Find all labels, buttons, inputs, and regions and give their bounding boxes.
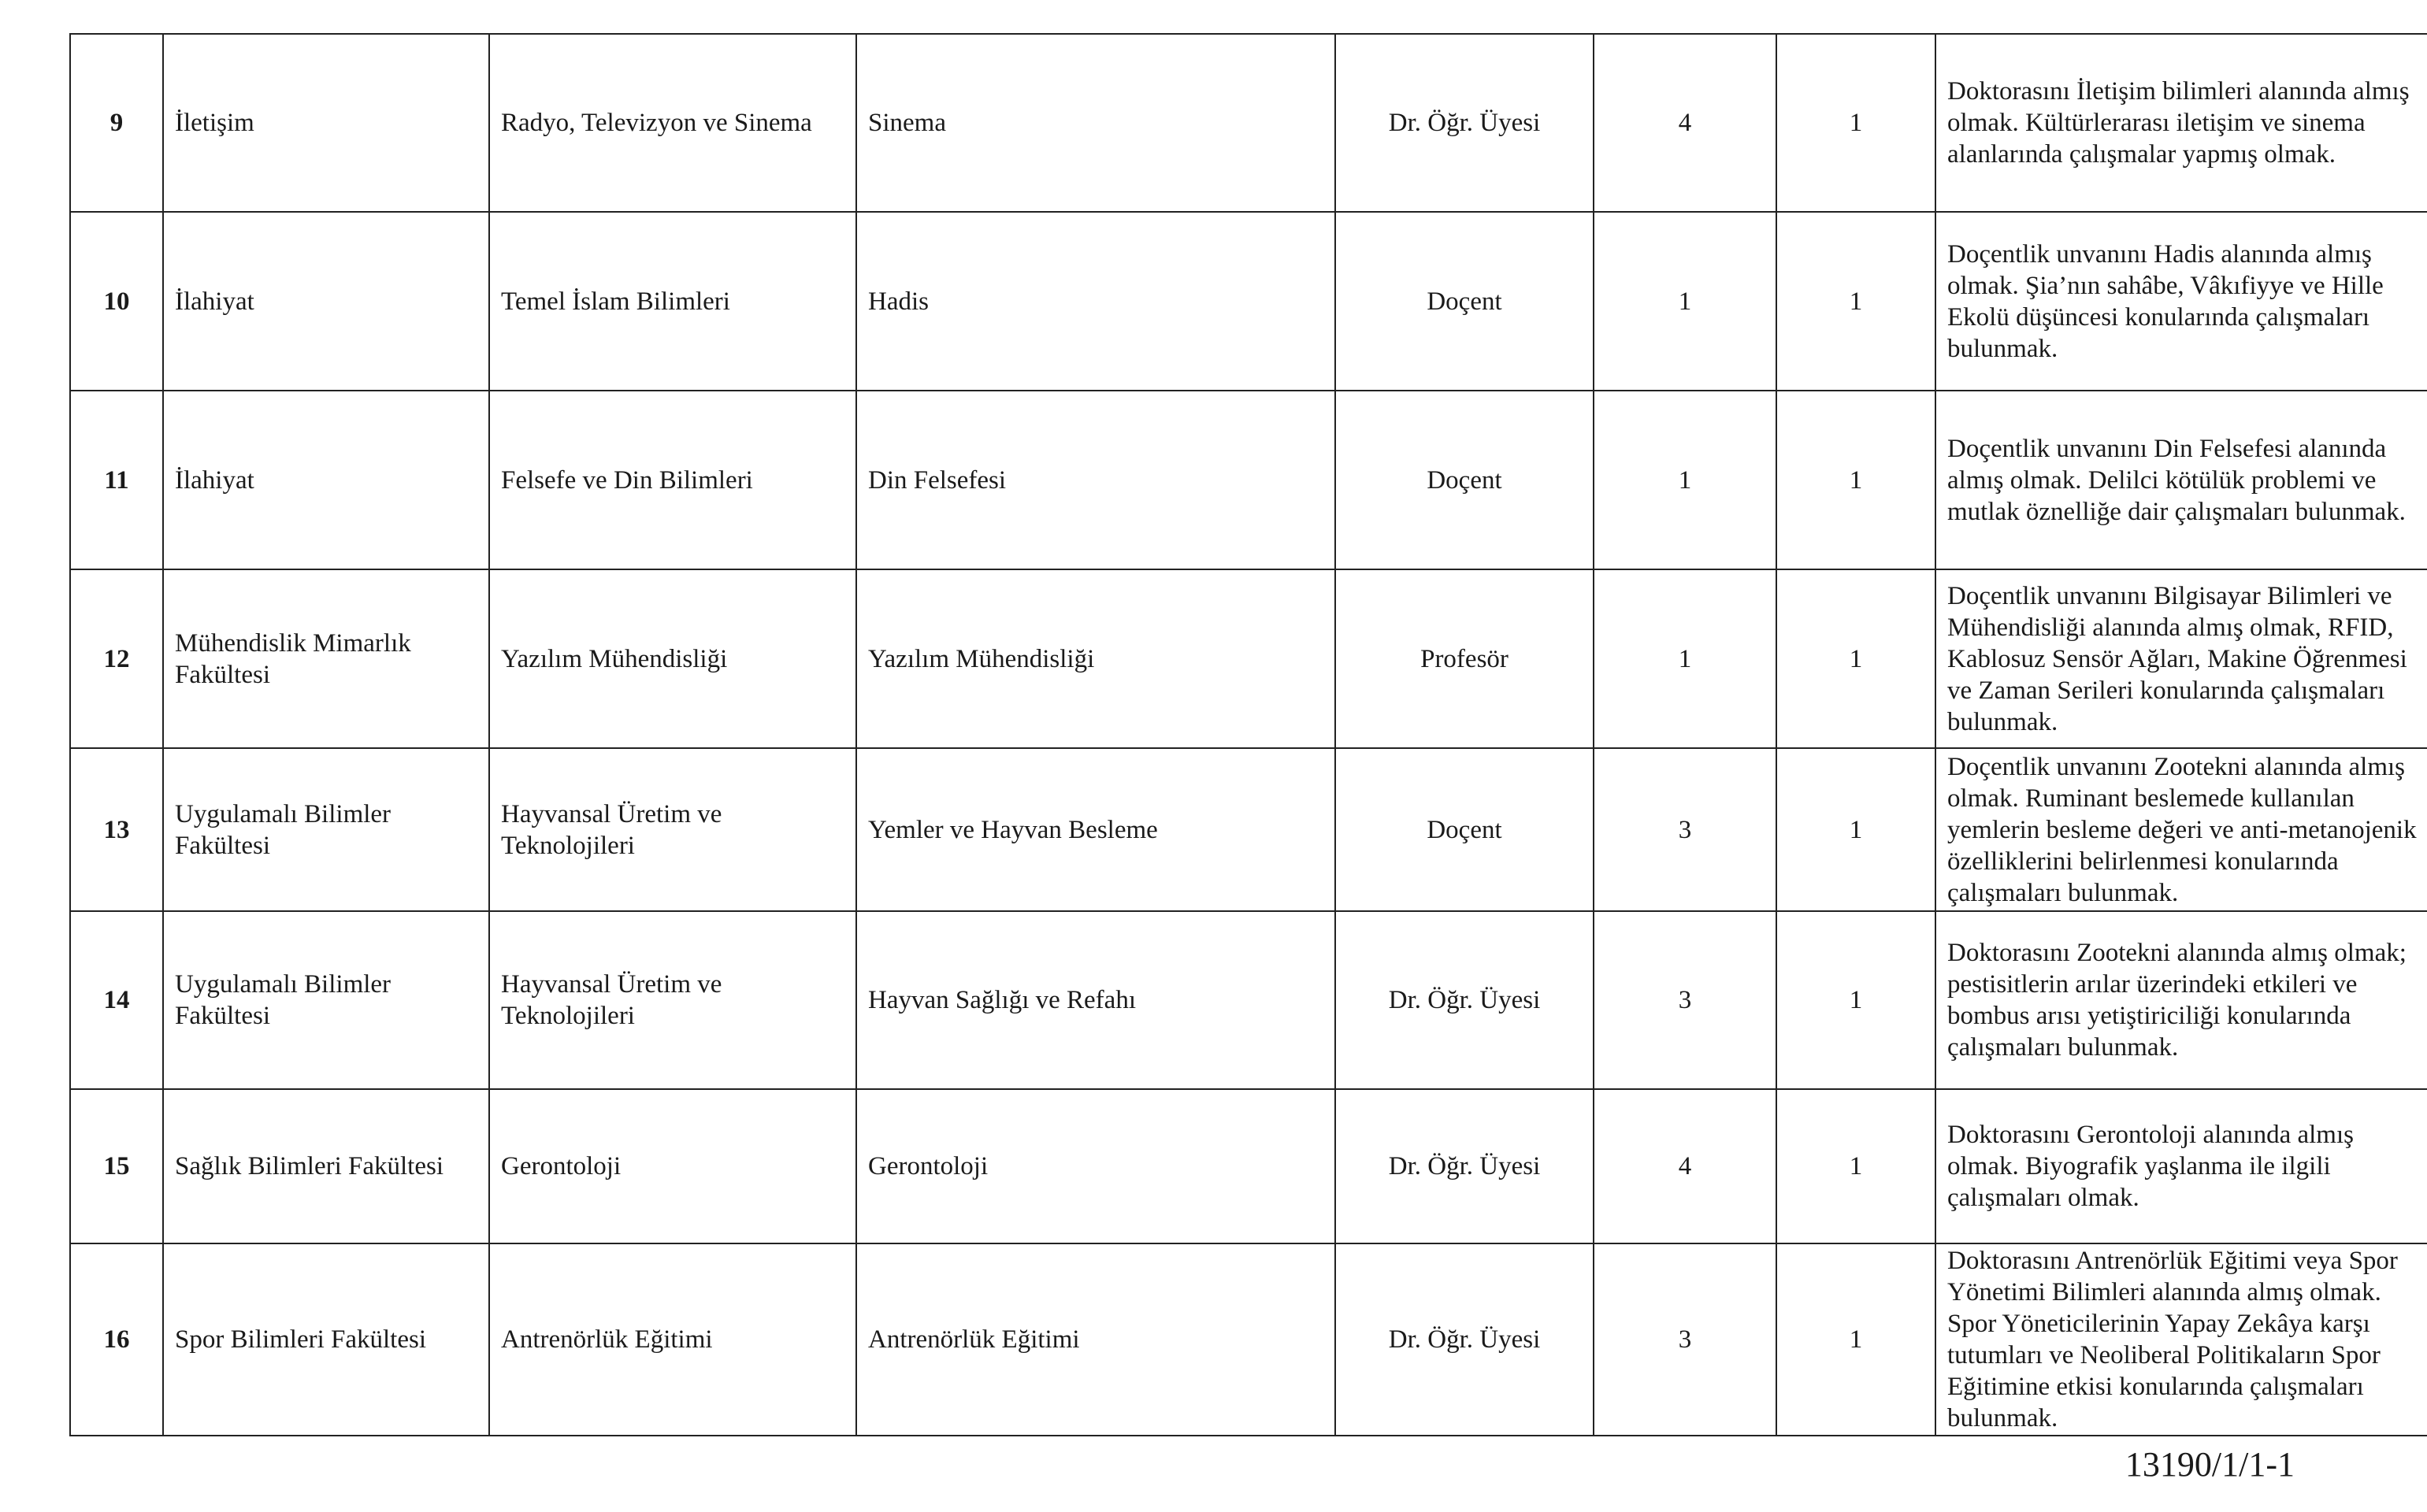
- table-row: [70, 1243, 2427, 1436]
- count-cell: 1: [1776, 1089, 1935, 1243]
- requirement-cell: Doçentlik unvanını Hadis alanında almış olmak. Şia’nın sahâbe, Vâkıfiyye ve Hille Ekolü düşüncesi konularında çalışmaları bulunmak.: [1935, 212, 2427, 391]
- title-cell: Profesör: [1335, 569, 1594, 748]
- degree-cell: 3: [1594, 748, 1776, 911]
- field-cell: Hadis: [856, 212, 1335, 391]
- faculty-cell: Uygulamalı Bilimler Fakültesi: [163, 911, 489, 1089]
- faculty-cell: Spor Bilimleri Fakültesi: [163, 1243, 489, 1436]
- field-cell: Yazılım Mühendisliği: [856, 569, 1335, 748]
- title-cell: Dr. Öğr. Üyesi: [1335, 34, 1594, 212]
- department-cell: Antrenörlük Eğitimi: [489, 1243, 856, 1436]
- table-row: [70, 748, 2427, 911]
- title-cell: Doçent: [1335, 212, 1594, 391]
- department-cell: Yazılım Mühendisliği: [489, 569, 856, 748]
- degree-cell: 1: [1594, 391, 1776, 569]
- degree-cell: 3: [1594, 911, 1776, 1089]
- count-cell: 1: [1776, 212, 1935, 391]
- table-row: [70, 212, 2427, 391]
- field-cell: Antrenörlük Eğitimi: [856, 1243, 1335, 1436]
- table-row: [70, 1089, 2427, 1243]
- degree-cell: 3: [1594, 1243, 1776, 1436]
- title-cell: Doçent: [1335, 748, 1594, 911]
- title-cell: Dr. Öğr. Üyesi: [1335, 1243, 1594, 1436]
- department-cell: Hayvansal Üretim ve Teknolojileri: [489, 911, 856, 1089]
- row-number: 9: [70, 34, 163, 212]
- field-cell: Yemler ve Hayvan Besleme: [856, 748, 1335, 911]
- document-code: 13190/1/1-1: [2125, 1445, 2295, 1484]
- department-cell: Felsefe ve Din Bilimleri: [489, 391, 856, 569]
- row-number: 14: [70, 911, 163, 1089]
- requirement-cell: Doktorasını Gerontoloji alanında almış olmak. Biyografik yaşlanma ile ilgili çalışmaları olmak.: [1935, 1089, 2427, 1243]
- count-cell: 1: [1776, 569, 1935, 748]
- table-row: [70, 569, 2427, 748]
- row-number: 11: [70, 391, 163, 569]
- degree-cell: 1: [1594, 569, 1776, 748]
- requirement-cell: Doktorasını Zootekni alanında almış olmak; pestisitlerin arılar üzerindeki etkileri ve bombus arısı yetiştiriciliği konularında çalışmaları bulunmak.: [1935, 911, 2427, 1089]
- degree-cell: 4: [1594, 1089, 1776, 1243]
- department-cell: Hayvansal Üretim ve Teknolojileri: [489, 748, 856, 911]
- count-cell: 1: [1776, 911, 1935, 1089]
- field-cell: Sinema: [856, 34, 1335, 212]
- faculty-cell: İlahiyat: [163, 212, 489, 391]
- title-cell: Doçent: [1335, 391, 1594, 569]
- title-cell: Dr. Öğr. Üyesi: [1335, 1089, 1594, 1243]
- field-cell: Din Felsefesi: [856, 391, 1335, 569]
- field-cell: Hayvan Sağlığı ve Refahı: [856, 911, 1335, 1089]
- requirement-cell: Doçentlik unvanını Zootekni alanında almış olmak. Ruminant beslemede kullanılan yemlerin besleme değeri ve anti-metanojenik özelliklerini belirlenmesi konularında çalışmaları bulunmak.: [1935, 748, 2427, 911]
- table-row: [70, 391, 2427, 569]
- faculty-cell: Sağlık Bilimleri Fakültesi: [163, 1089, 489, 1243]
- count-cell: 1: [1776, 748, 1935, 911]
- requirement-cell: Doktorasını İletişim bilimleri alanında almış olmak. Kültürlerarası iletişim ve sinema alanlarında çalışmalar yapmış olmak.: [1935, 34, 2427, 212]
- department-cell: Gerontoloji: [489, 1089, 856, 1243]
- title-cell: Dr. Öğr. Üyesi: [1335, 911, 1594, 1089]
- positions-table: [69, 33, 2427, 1436]
- table-row: [70, 34, 2427, 212]
- degree-cell: 1: [1594, 212, 1776, 391]
- field-cell: Gerontoloji: [856, 1089, 1335, 1243]
- requirement-cell: Doçentlik unvanını Din Felsefesi alanında almış olmak. Delilci kötülük problemi ve mutlak öznelliğe dair çalışmaları bulunmak.: [1935, 391, 2427, 569]
- faculty-cell: Uygulamalı Bilimler Fakültesi: [163, 748, 489, 911]
- degree-cell: 4: [1594, 34, 1776, 212]
- requirement-cell: Doktorasını Antrenörlük Eğitimi veya Spor Yönetimi Bilimleri alanında almış olmak. Spor Yöneticilerinin Yapay Zekâya karşı tutumları ve Neoliberal Politikaların Spor Eğitimine etkisi konularında çalışmaları bulunmak.: [1935, 1243, 2427, 1436]
- row-number: 10: [70, 212, 163, 391]
- faculty-cell: Mühendislik Mimarlık Fakültesi: [163, 569, 489, 748]
- requirement-cell: Doçentlik unvanını Bilgisayar Bilimleri ve Mühendisliği alanında almış olmak, RFID, Kablosuz Sensör Ağları, Makine Öğrenmesi ve Zaman Serileri konularında çalışmaları bulunmak.: [1935, 569, 2427, 748]
- row-number: 15: [70, 1089, 163, 1243]
- table-row: [70, 911, 2427, 1089]
- department-cell: Radyo, Televizyon ve Sinema: [489, 34, 856, 212]
- department-cell: Temel İslam Bilimleri: [489, 212, 856, 391]
- count-cell: 1: [1776, 1243, 1935, 1436]
- count-cell: 1: [1776, 391, 1935, 569]
- row-number: 13: [70, 748, 163, 911]
- row-number: 16: [70, 1243, 163, 1436]
- row-number: 12: [70, 569, 163, 748]
- count-cell: 1: [1776, 34, 1935, 212]
- faculty-cell: İletişim: [163, 34, 489, 212]
- faculty-cell: İlahiyat: [163, 391, 489, 569]
